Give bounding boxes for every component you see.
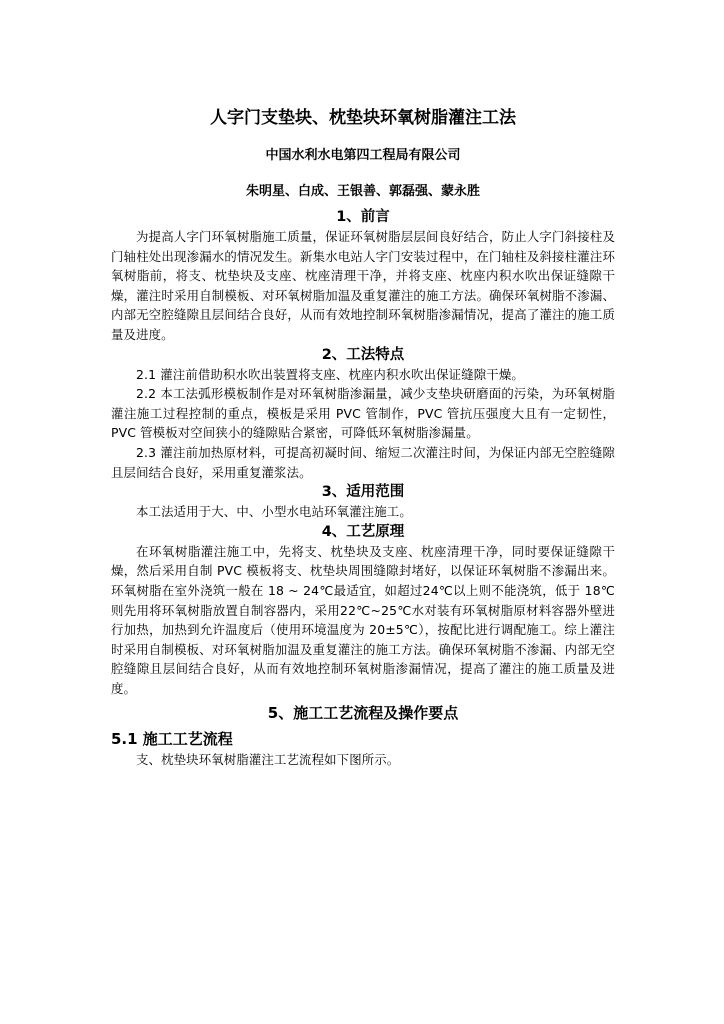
- paragraph: 为提高人字门环氧树脂施工质量，保证环氧树脂层层间良好结合，防止人字门斜接柱及门轴柱处出现渗漏水的情况发生。新集水电站人字门安装过程中，在门轴柱及斜接柱灌注环氧树脂前，将支、枕垫块及支座、枕座清理干净，并将支座、枕座内积水吹出保证缝隙干燥，灌注时采用自制模板、对环氧树脂加温及重复灌注的施工方法。确保环氧树脂不渗漏、内部无空腔缝隙且层间结合良好，从而有效地控制环氧树脂渗漏情况，提高了灌注的施工质量及进度。: [111, 229, 615, 342]
- section-features: [111, 345, 615, 483]
- section-heading: 2、工法特点: [321, 346, 405, 363]
- paragraph: 2.3 灌注前加热原材料，可提高初凝时间、缩短二次灌注时间，为保证内部无空腔缝隙且层间结合良好，采用重复灌浆法。: [111, 444, 615, 480]
- section-heading: 1、前言: [336, 209, 390, 225]
- organization-name: 中国水利水电第四工程局有限公司: [265, 148, 461, 163]
- section-heading: 5、施工工艺流程及操作要点: [267, 704, 459, 723]
- document-page: [111, 100, 615, 770]
- section-preface: [111, 207, 615, 345]
- section-heading: 4、工艺原理: [321, 523, 405, 540]
- section-process: [111, 702, 615, 770]
- section-scope: [111, 482, 615, 522]
- paragraph: 支、枕垫块环氧树脂灌注工艺流程如下图所示。: [136, 752, 400, 768]
- paragraph: 本工法适用于大、中、小型水电站环氧灌注施工。: [136, 504, 412, 520]
- document-title: 人字门支垫块、枕垫块环氧树脂灌注工法: [210, 108, 516, 128]
- paragraph: 在环氧树脂灌注施工中，先将支、枕垫块及支座、枕座清理干净，同时要保证缝隙干燥，然后采用自制 PVC 模板将支、枕垫块周围缝隙封堵好，以保证环氧树脂不渗漏出来。环氧树脂在室外浇筑一般在 18 ~ 24℃最适宜，如超过24℃以上则不能浇筑，低于 18℃则先用将环氧树脂放置自制容器内，采用22℃~25℃水对装有环氧树脂原材料容器外壁进行加热，加热到允许温度后（使用环境温度为 20±5℃），按配比进行调配施工。综上灌注时采用自制模板、对环氧树脂加温及重复灌注的施工方法。确保环氧树脂不渗漏、内部无空腔缝隙且层间结合良好，从而有效地控制环氧树脂渗漏情况，提高了灌注的施工质量及进度。: [111, 543, 615, 696]
- author-list: 朱明星、白成、王银善、郭磊强、蒙永胜: [245, 184, 480, 199]
- section-heading: 3、适用范围: [321, 484, 405, 501]
- paragraph: 2.2 本工法弧形模板制作是对环氧树脂渗漏量，减少支垫块研磨面的污染，为环氧树脂灌注施工过程控制的重点，模板是采用 PVC 管制作，PVC 管抗压强度大且有一定韧性，PVC 管模板对空间狭小的缝隙贴合紧密，可降低环氧树脂渗漏量。: [111, 386, 615, 441]
- section-principle: [111, 522, 615, 699]
- subsection-heading: 5.1 施工工艺流程: [111, 730, 233, 749]
- paragraph: 2.1 灌注前借助积水吹出装置将支座、枕座内积水吹出保证缝隙干燥。: [136, 366, 524, 382]
